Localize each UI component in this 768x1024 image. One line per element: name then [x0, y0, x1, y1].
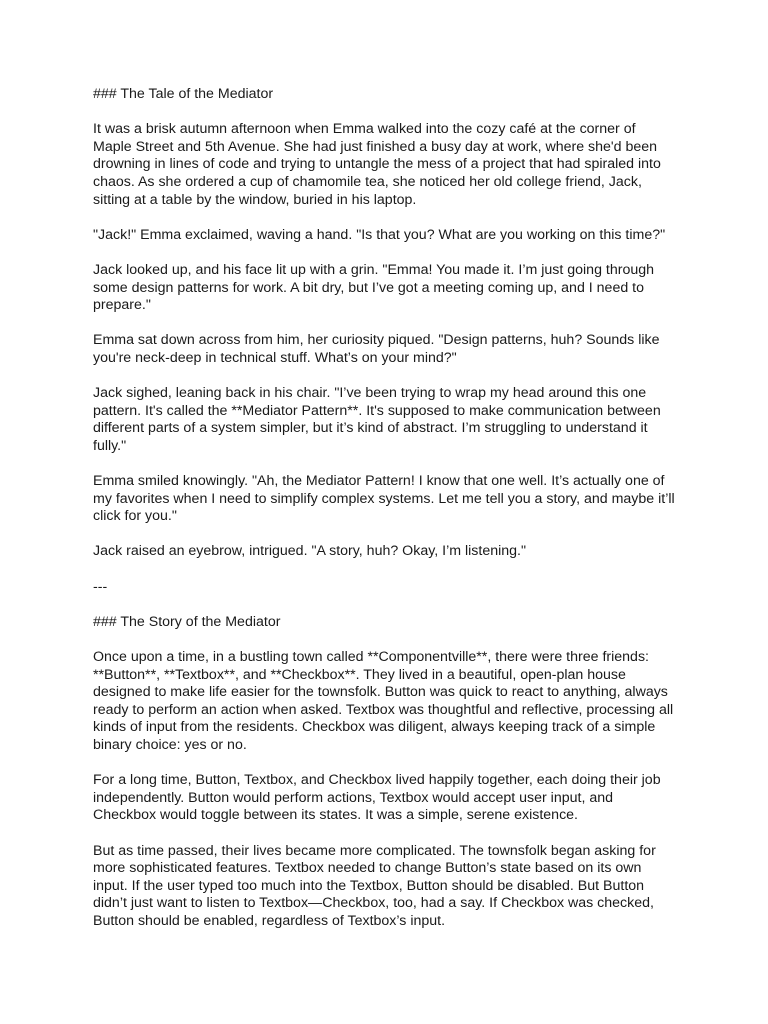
paragraph: "Jack!" Emma exclaimed, waving a hand. "Is that you? What are you working on this time?"	[93, 226, 666, 243]
paragraph: Jack looked up, and his face lit up with a grin. "Emma! You made it. I’m just going through some design patterns for work. A bit dry, but I’ve got a meeting coming up, and I need to prepare."	[93, 261, 655, 314]
section-separator: ---	[93, 578, 108, 595]
document-page	[93, 86, 683, 948]
paragraph: Jack sighed, leaning back in his chair. "I’ve been trying to wrap my head around this one pattern. It's called the **Mediator Pattern**. It's supposed to make communication between different parts of a system simpler, but it’s kind of abstract. I’m struggling to understand it fully."	[93, 385, 661, 454]
paragraph: Jack raised an eyebrow, intrigued. "A story, huh? Okay, I’m listening."	[93, 543, 527, 560]
paragraph: Emma smiled knowingly. "Ah, the Mediator Pattern! I know that one well. It’s actually one of my favorites when I need to simplify complex systems. Let me tell you a story, and maybe it’ll click for you."	[93, 473, 675, 525]
section-heading-tale: ### The Tale of the Mediator	[93, 86, 274, 102]
paragraph: It was a brisk autumn afternoon when Emma walked into the cozy café at the corner of Maple Street and 5th Avenue. She had just finished a busy day at work, where she'd been drowning in lines of code and trying to untangle the mess of a project that had spiraled into chaos. As she ordered a cup of chamomile tea, she noticed her old college friend, Jack, sitting at a table by the window, buried in his laptop.	[93, 121, 661, 208]
paragraph: Once upon a time, in a bustling town called **Componentville**, there were three friends: **Button**, **Textbox**, and **Checkbox**. They lived in a beautiful, open-plan house designed to make life easier for the townsfolk. Button was quick to react to anything, always ready to perform an action when asked. Textbox was thoughtful and reflective, processing all kinds of input from the residents. Checkbox was diligent, always keeping track of a simple binary choice: yes or no.	[93, 649, 674, 753]
section-heading-story: ### The Story of the Mediator	[93, 613, 281, 630]
paragraph: But as time passed, their lives became more complicated. The townsfolk began asking for more sophisticated features. Textbox needed to change Button’s state based on its own input. If the user typed too much into the Textbox, Button should be disabled. But Button didn’t just want to listen to Textbox—Checkbox, too, had a say. If Checkbox was checked, Button should be enabled, regardless of Textbox’s input.	[93, 842, 656, 929]
paragraph: For a long time, Button, Textbox, and Checkbox lived happily together, each doing their job independently. Button would perform actions, Textbox would accept user input, and Checkbox would toggle between its states. It was a simple, serene existence.	[93, 772, 661, 824]
paragraph: Emma sat down across from him, her curiosity piqued. "Design patterns, huh? Sounds like you're neck-deep in technical stuff. What’s on your mind?"	[93, 332, 660, 366]
